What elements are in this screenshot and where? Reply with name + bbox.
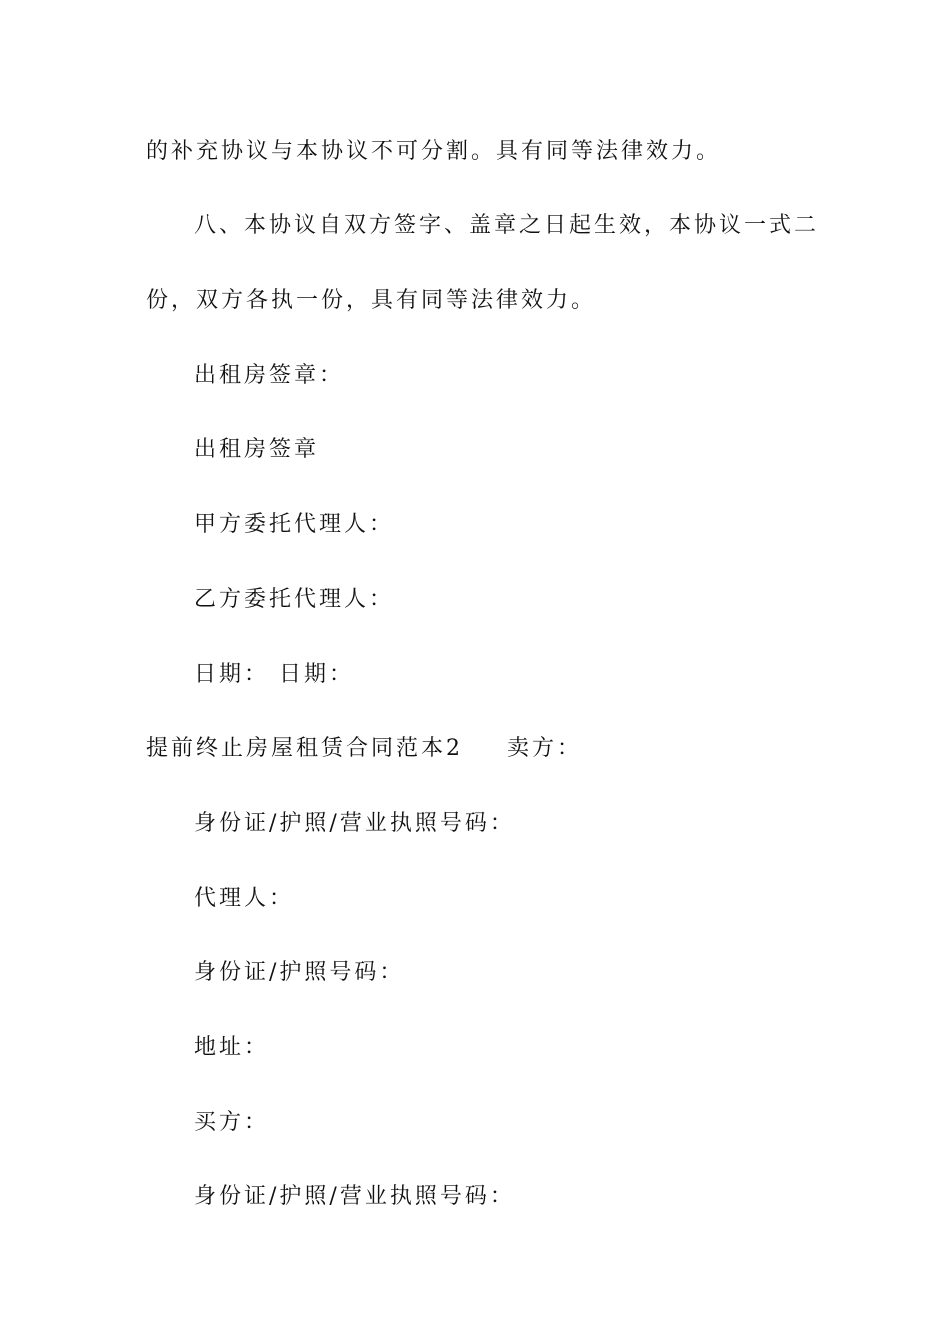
address-label: 地址： <box>194 1035 270 1060</box>
agent-label: 代理人： <box>194 886 295 911</box>
lessor-signature-label: 出租房签章： <box>194 363 345 388</box>
buyer-label: 买方： <box>194 1110 270 1135</box>
party-a-agent-label: 甲方委托代理人： <box>194 512 395 537</box>
id-number-label: 身份证/护照/营业执照号码： <box>194 1184 515 1209</box>
passport-number-label: 身份证/护照号码： <box>194 960 405 985</box>
section-heading-line <box>146 734 582 764</box>
paragraph-line: 份，双方各执一份，具有同等法律效力。 <box>146 288 597 313</box>
id-number-label: 身份证/护照/营业执照号码： <box>194 811 515 836</box>
clause-eight: 八、本协议自双方签字、盖章之日起生效，本协议一式二 <box>194 213 820 238</box>
date-labels: 日期： 日期： <box>194 662 354 687</box>
seller-label: 卖方： <box>507 736 583 761</box>
paragraph-line: 的补充协议与本协议不可分割。具有同等法律效力。 <box>146 139 722 164</box>
contract-title: 提前终止房屋租赁合同范本2 <box>146 736 463 761</box>
party-b-agent-label: 乙方委托代理人： <box>194 587 395 612</box>
lessor-signature-label: 出租房签章 <box>194 437 320 462</box>
